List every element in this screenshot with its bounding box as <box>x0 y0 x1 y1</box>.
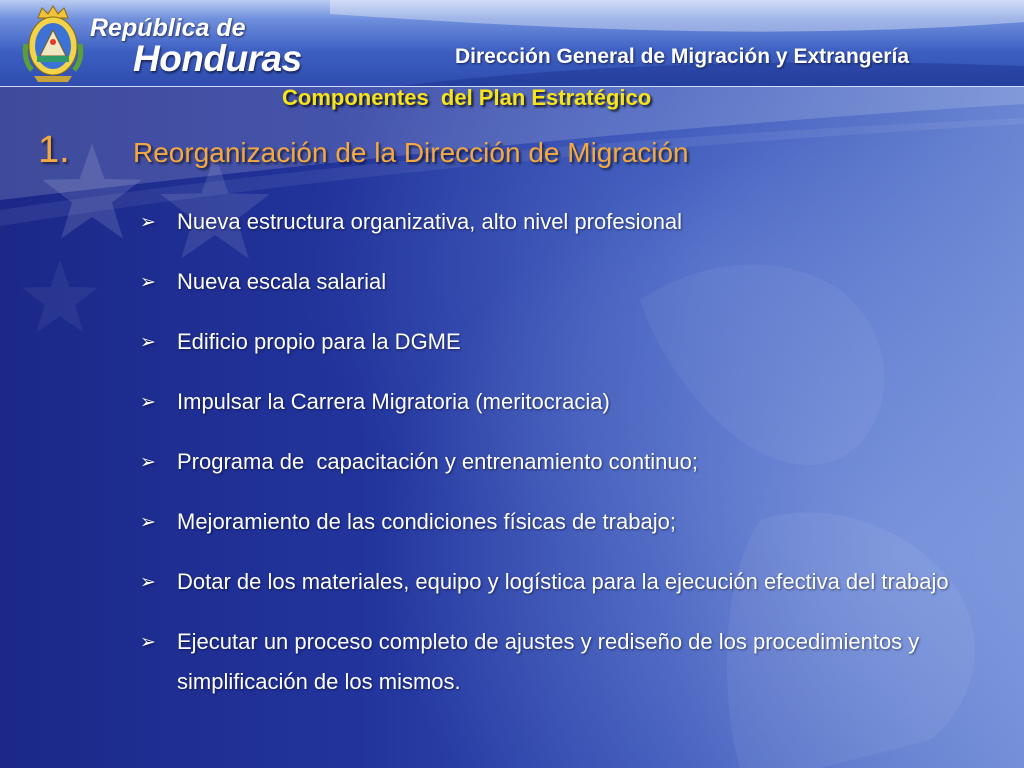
list-item-text: Mejoramiento de las condiciones físicas de trabajo; <box>177 509 676 534</box>
arrow-bullet-icon <box>140 382 164 422</box>
list-item <box>140 262 975 302</box>
list-item-text: Dotar de los materiales, equipo y logística para la ejecución efectiva del trabajo <box>177 569 949 594</box>
arrow-bullet-icon <box>140 442 164 482</box>
agency-name: Dirección General de Migración y Extrangería <box>455 45 909 68</box>
list-item-text: Impulsar la Carrera Migratoria (meritocracia) <box>177 389 610 414</box>
list-item <box>140 562 975 602</box>
list-item <box>140 622 975 702</box>
arrow-bullet-icon <box>140 502 164 542</box>
list-item <box>140 502 975 542</box>
list-item-text: Nueva escala salarial <box>177 269 387 294</box>
bullet-list <box>140 202 975 722</box>
arrow-bullet-icon <box>140 202 164 242</box>
list-item-text: Nueva estructura organizativa, alto nivel profesional <box>177 209 683 234</box>
slide-title: Reorganización de la Dirección de Migración <box>133 137 689 168</box>
arrow-bullet-icon <box>140 562 164 602</box>
list-item-text: Ejecutar un proceso completo de ajustes y rediseño de los procedimientos y simplificación de los mismos. <box>177 629 926 694</box>
arrow-bullet-icon <box>140 622 164 662</box>
header-banner <box>0 0 1024 87</box>
list-item-text: Programa de capacitación y entrenamiento continuo; <box>177 449 698 474</box>
country-name-line1: República de <box>90 14 246 42</box>
section-number: 1. <box>38 129 70 171</box>
list-item <box>140 382 975 422</box>
list-item <box>140 202 975 242</box>
list-item <box>140 442 975 482</box>
flag-star-icon <box>22 260 98 332</box>
list-item-text: Edificio propio para la DGME <box>177 329 461 354</box>
arrow-bullet-icon <box>140 262 164 302</box>
list-item <box>140 322 975 362</box>
arrow-bullet-icon <box>140 322 164 362</box>
coat-of-arms-icon <box>20 4 86 84</box>
slide-subtitle: Componentes del Plan Estratégico <box>282 85 652 110</box>
country-name-line2: Honduras <box>133 38 302 79</box>
